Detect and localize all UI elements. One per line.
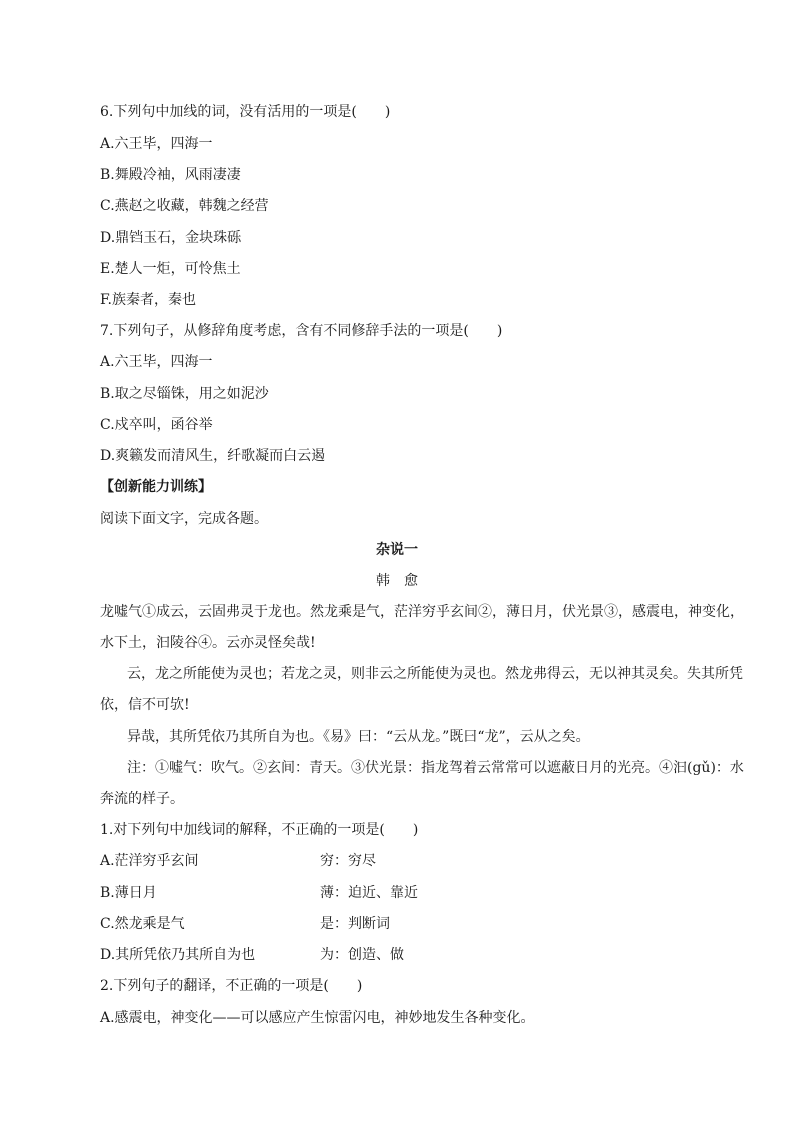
q1-option-c-gloss: 是：判断词: [320, 916, 390, 932]
passage-note-line2: 奔流的样子。: [100, 791, 184, 807]
passage-para3: 异哉，其所凭依乃其所自为也。《易》曰：“云从龙。”既曰“龙”，云从之矣。: [127, 729, 590, 745]
section-heading: 【创新能力训练】: [100, 479, 212, 495]
section-instruction: 阅读下面文字，完成各题。: [100, 511, 268, 527]
q2-option-a: A.感震电，神变化——可以感应产生惊雷闪电，神妙地发生各种变化。: [100, 1010, 535, 1026]
q1-option-d: [100, 946, 255, 964]
q7-option-a: A.六王毕，四海一: [100, 354, 213, 370]
q2-stem: 2.下列句子的翻译，不正确的一项是( ): [100, 978, 363, 994]
q1-stem: 1.对下列句中加线词的解释，不正确的一项是( ): [100, 822, 419, 838]
q7-option-c: C.戍卒叫，函谷举: [100, 417, 213, 433]
q1-option-b-gloss: 薄：迫近、靠近: [320, 885, 418, 901]
passage-para2-line2: 依，信不可欤!: [100, 697, 190, 713]
q6-option-d: D.鼎铛玉石，金块珠砾: [100, 230, 242, 246]
q1-option-d-gloss: 为：创造、做: [320, 947, 404, 963]
q1-option-c-sentence: C.然龙乘是气: [100, 916, 185, 932]
q6-stem: 6.下列句中加线的词，没有活用的一项是( ): [100, 104, 391, 120]
passage-note-line1: 注：①嘘气：吹气。②玄间：青天。③伏光景：指龙驾着云常常可以遮蔽日月的光亮。④汩(gǔ)：水: [127, 760, 744, 776]
q6-option-b: B.舞殿冷袖，风雨凄凄: [100, 167, 241, 183]
passage-author: 韩 愈: [376, 573, 418, 589]
passage-para2-line1: 云，龙之所能使为灵也；若龙之灵，则非云之所能使为灵也。然龙弗得云，无以神其灵矣。失其所凭: [127, 666, 743, 682]
q1-option-a-gloss: 穷：穷尽: [320, 853, 376, 869]
q7-option-d: D.爽籁发而清风生，纤歌凝而白云遏: [100, 448, 326, 464]
q1-option-c: [100, 915, 185, 933]
passage-para1-line2: 水下土，汩陵谷④。云亦灵怪矣哉!: [100, 635, 316, 651]
q6-option-c: C.燕赵之收藏，韩魏之经营: [100, 198, 269, 214]
q1-option-a: [100, 852, 199, 870]
q6-option-f: F.族秦者，秦也: [100, 292, 196, 308]
q1-option-b-sentence: B.薄日月: [100, 885, 157, 901]
q1-option-d-sentence: D.其所凭依乃其所自为也: [100, 947, 256, 963]
passage-title: 杂说一: [376, 542, 418, 558]
q1-option-b: [100, 884, 157, 902]
q7-option-b: B.取之尽锱铢，用之如泥沙: [100, 386, 269, 402]
q6-option-a: A.六王毕，四海一: [100, 136, 213, 152]
passage-para1-line1: 龙嘘气①成云，云固弗灵于龙也。然龙乘是气，茫洋穷乎玄间②，薄日月，伏光景③，感震电，神变化，: [100, 604, 744, 620]
q1-option-a-sentence: A.茫洋穷乎玄间: [100, 853, 199, 869]
q7-stem: 7.下列句子，从修辞角度考虑，含有不同修辞手法的一项是( ): [100, 323, 503, 339]
q6-option-e: E.楚人一炬，可怜焦土: [100, 261, 241, 277]
